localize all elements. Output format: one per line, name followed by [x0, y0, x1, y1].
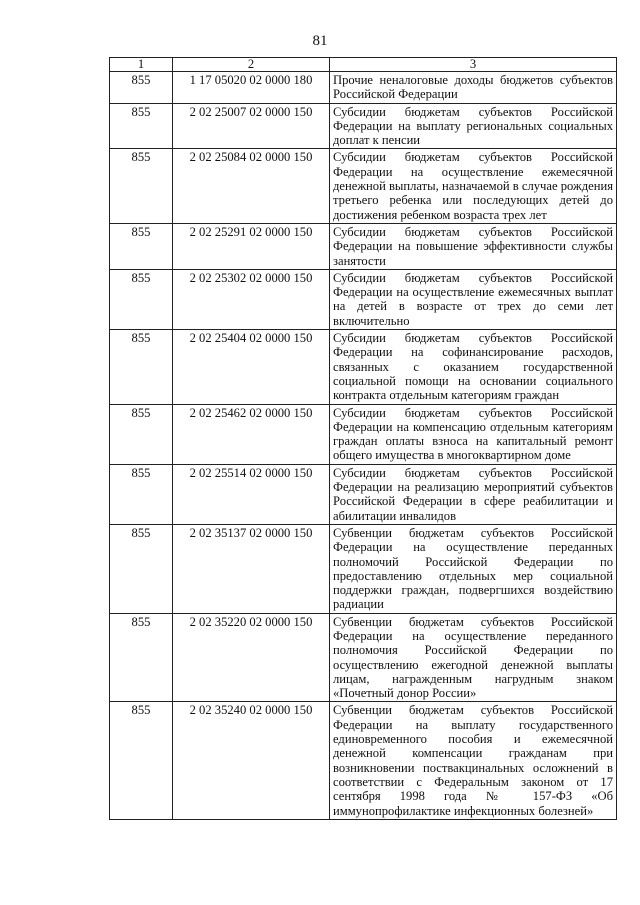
header-col-3: 3 [330, 58, 617, 72]
kbk-code-cell: 2 02 25084 02 0000 150 [173, 149, 330, 223]
description-cell: Субсидии бюджетам субъектов Российской Федерации на повышение эффективности службы занятости [330, 223, 617, 269]
table-row [110, 103, 617, 149]
header-col-2: 2 [173, 58, 330, 72]
admin-code-cell: 855 [110, 524, 173, 613]
description-cell: Субвенции бюджетам субъектов Российской Федерации на осуществление переданных полномочий Российской Федерации по предоставлению отдельных мер социальной поддержки граждан, подвергшихся воздействию радиации [330, 524, 617, 613]
kbk-code-cell: 1 17 05020 02 0000 180 [173, 72, 330, 104]
kbk-code-cell: 2 02 25291 02 0000 150 [173, 223, 330, 269]
table-row [110, 464, 617, 524]
table-row [110, 269, 617, 329]
admin-code-cell: 855 [110, 72, 173, 104]
kbk-code-cell: 2 02 35240 02 0000 150 [173, 702, 330, 819]
description-cell: Субсидии бюджетам субъектов Российской Федерации на осуществление ежемесячных выплат на детей в возрасте от трех до семи лет включительно [330, 269, 617, 329]
admin-code-cell: 855 [110, 269, 173, 329]
kbk-code-cell: 2 02 25007 02 0000 150 [173, 103, 330, 149]
kbk-code-cell: 2 02 25302 02 0000 150 [173, 269, 330, 329]
admin-code-cell: 855 [110, 613, 173, 702]
admin-code-cell: 855 [110, 404, 173, 464]
description-cell: Субсидии бюджетам субъектов Российской Федерации на осуществление ежемесячной денежной выплаты, назначаемой в случае рождения третьего ребенка или последующих детей до достижения ребенком возраста трех лет [330, 149, 617, 223]
kbk-code-cell: 2 02 25462 02 0000 150 [173, 404, 330, 464]
admin-code-cell: 855 [110, 103, 173, 149]
table-row [110, 702, 617, 819]
admin-code-cell: 855 [110, 223, 173, 269]
table-row [110, 613, 617, 702]
admin-code-cell: 855 [110, 464, 173, 524]
kbk-code-cell: 2 02 35137 02 0000 150 [173, 524, 330, 613]
table-row [110, 223, 617, 269]
page-number: 81 [312, 33, 328, 49]
description-cell: Субсидии бюджетам субъектов Российской Федерации на софинансирование расходов, связанных с оказанием государственной социальной помощи на основании социального контракта отдельным категориям граждан [330, 330, 617, 404]
description-cell: Субсидии бюджетам субъектов Российской Федерации на реализацию мероприятий субъектов Российской Федерации в сфере реабилитации и абилитации инвалидов [330, 464, 617, 524]
table-header-row [110, 58, 617, 72]
table-row [110, 149, 617, 223]
budget-revenue-table [109, 57, 617, 820]
admin-code-cell: 855 [110, 330, 173, 404]
kbk-code-cell: 2 02 25404 02 0000 150 [173, 330, 330, 404]
description-cell: Субвенции бюджетам субъектов Российской Федерации на выплату государственного единовременного пособия и ежемесячной денежной компенсации гражданам при возникновении поствакцинальных осложнений в соответствии с Федеральным законом от 17 сентября 1998 года № 157-ФЗ «Об иммунопрофилактике инфекционных болезней» [330, 702, 617, 819]
description-cell: Субвенции бюджетам субъектов Российской Федерации на осуществление переданного полномочия Российской Федерации по осуществлению ежегодной денежной выплаты лицам, награжденным нагрудным знаком «Почетный донор России» [330, 613, 617, 702]
table-row [110, 330, 617, 404]
kbk-code-cell: 2 02 25514 02 0000 150 [173, 464, 330, 524]
table-row [110, 72, 617, 104]
description-cell: Субсидии бюджетам субъектов Российской Федерации на выплату региональных социальных доплат к пенсии [330, 103, 617, 149]
table-row [110, 524, 617, 613]
kbk-code-cell: 2 02 35220 02 0000 150 [173, 613, 330, 702]
description-cell: Прочие неналоговые доходы бюджетов субъектов Российской Федерации [330, 72, 617, 104]
table-row [110, 404, 617, 464]
description-cell: Субсидии бюджетам субъектов Российской Федерации на компенсацию отдельным категориям граждан оплаты взноса на капитальный ремонт общего имущества в многоквартирном доме [330, 404, 617, 464]
admin-code-cell: 855 [110, 702, 173, 819]
admin-code-cell: 855 [110, 149, 173, 223]
header-col-1: 1 [110, 58, 173, 72]
